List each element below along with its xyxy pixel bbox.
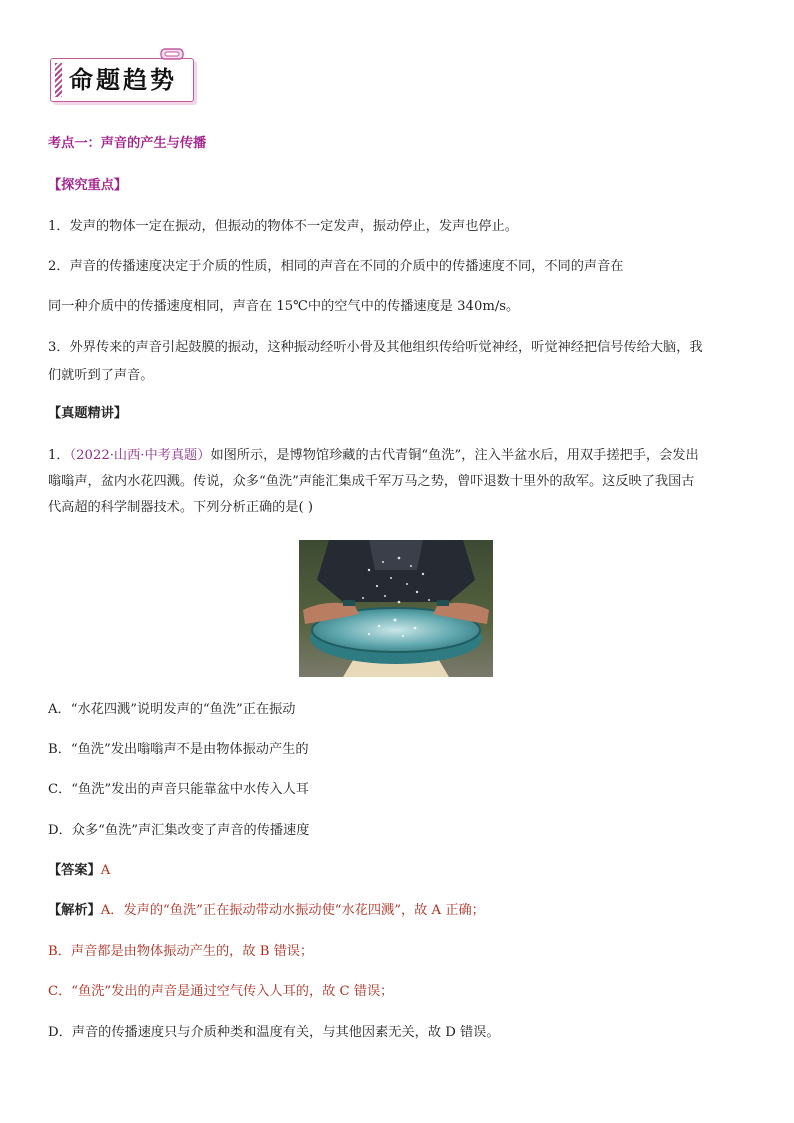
option-b: B．“鱼洗”发出嗡嗡声不是由物体振动产生的 (48, 742, 309, 757)
answer-line (48, 861, 110, 881)
point-3-line-1: 3．外界传来的声音引起鼓膜的振动，这种振动经听小骨及其他组织传给听觉神经，听觉神经把信号传给大脑，我 (48, 340, 703, 355)
point-1: 1．发声的物体一定在振动，但振动的物体不一定发声，振动停止，发声也停止。 (48, 219, 518, 234)
analysis-label: 【解析】 (48, 903, 101, 918)
exam-questions-label: 【真题精讲】 (48, 406, 128, 421)
option-a: A．“水花四溅”说明发声的“鱼洗”正在振动 (48, 702, 296, 717)
section-title: 考点一：声音的产生与传播 (48, 136, 207, 151)
analysis-a: A．发声的“鱼洗”正在振动带动水振动使“水花四溅”，故 A 正确； (100, 903, 485, 918)
analysis-b: B．声音都是由物体振动产生的，故 B 错误； (48, 944, 314, 959)
question-source: （2022·山西·中考真题） (69, 448, 211, 463)
focus-label: 【探究重点】 (48, 178, 128, 193)
fish-basin-photo (299, 540, 493, 677)
question-number: 1． (48, 448, 70, 463)
fish-basin-illustration (299, 540, 493, 677)
point-2-line-1: 2．声音的传播速度决定于介质的性质，相同的声音在不同的介质中的传播速度不同，不同的声音在 (48, 259, 624, 274)
analysis-d: D．声音的传播速度只与介质种类和温度有关，与其他因素无关，故 D 错误。 (48, 1025, 500, 1040)
question-line-2: 嗡嗡声，盆内水花四溅。传说，众多“鱼洗”声能汇集成千军万马之势，曾吓退数十里外的敌军。这反映了我国古 (48, 474, 695, 489)
point-3-line-2: 们就听到了声音。 (48, 368, 154, 383)
answer-label: 【答案】 (48, 863, 101, 878)
analysis-line-1 (48, 901, 485, 921)
option-d: D．众多“鱼洗”声汇集改变了声音的传播速度 (48, 823, 310, 838)
question-line-3: 代高超的科学制器技术。下列分析正确的是( ) (48, 500, 314, 515)
point-2-line-2: 同一种介质中的传播速度相同，声音在 15℃中的空气中的传播速度是 340m/s。 (48, 299, 520, 314)
answer-value: A (100, 863, 111, 878)
topic-trend-heading-box (50, 58, 194, 102)
heading-stripe-decoration (55, 63, 62, 97)
paper-clip-icon (159, 47, 185, 63)
question-line-1 (48, 446, 699, 466)
analysis-c: C．“鱼洗”发出的声音是通过空气传入人耳的，故 C 错误； (48, 984, 394, 999)
heading-title: 命题趋势 (69, 65, 177, 94)
question-text-1: 如图所示，是博物馆珍藏的古代青铜“鱼洗”，注入半盆水后，用双手搓把手，会发出 (210, 448, 699, 463)
option-c: C．“鱼洗”发出的声音只能靠盆中水传入人耳 (48, 782, 309, 797)
